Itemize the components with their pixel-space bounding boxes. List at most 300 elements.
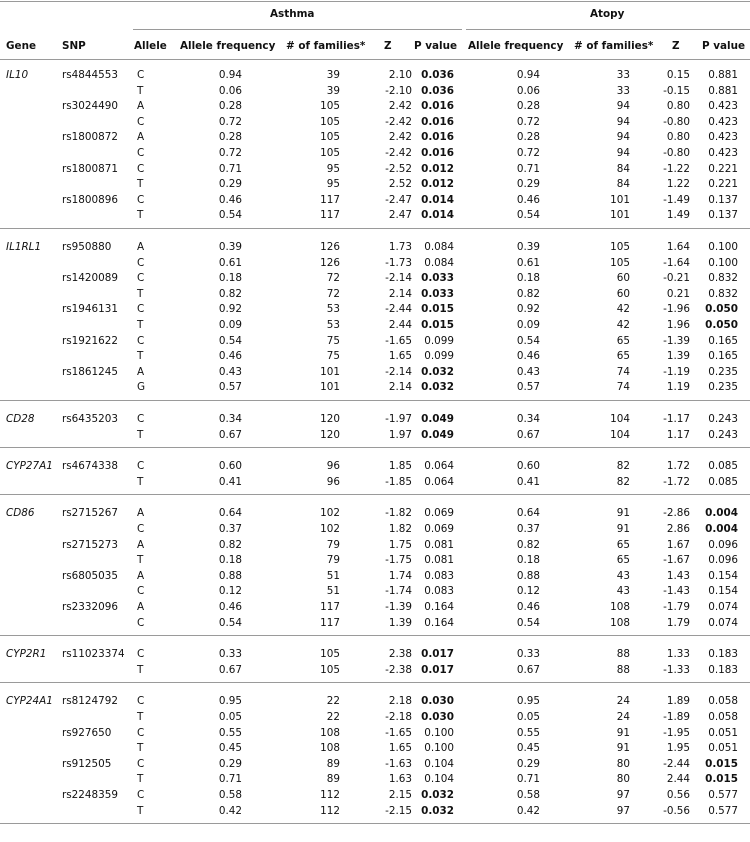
header-atopy-allele-frequency: Allele frequency <box>468 40 564 52</box>
atopy-families-cell: 42 <box>616 303 630 316</box>
atopy-p-value-cell: 0.183 <box>708 663 738 676</box>
atopy-allele-frequency-cell: 0.05 <box>516 711 540 723</box>
atopy-z-cell: 0.56 <box>666 789 690 801</box>
atopy-allele-frequency-cell: 0.29 <box>516 178 540 191</box>
allele-cell: T <box>137 209 144 222</box>
asthma-z-cell: -2.15 <box>385 804 412 817</box>
group-rule-atopy <box>466 29 750 30</box>
asthma-families-cell: 96 <box>326 475 340 488</box>
atopy-families-cell: 74 <box>616 365 630 378</box>
atopy-z-cell: -1.95 <box>663 726 690 739</box>
atopy-allele-frequency-cell: 0.88 <box>516 569 540 582</box>
asthma-allele-frequency-cell: 0.88 <box>218 569 242 582</box>
atopy-z-cell: -1.49 <box>663 193 690 206</box>
atopy-p-value-cell: 0.423 <box>708 147 738 159</box>
header-allele: Allele <box>134 40 167 52</box>
asthma-p-value-cell: 0.033 <box>421 287 454 300</box>
atopy-families-cell: 105 <box>610 241 630 253</box>
atopy-families-cell: 97 <box>616 789 630 801</box>
allele-cell: C <box>137 115 145 128</box>
asthma-families-cell: 105 <box>320 131 340 144</box>
snp-cell: rs1800872 <box>62 131 118 144</box>
asthma-allele-frequency-cell: 0.34 <box>218 413 242 425</box>
atopy-z-cell: -1.43 <box>663 585 690 598</box>
atopy-families-cell: 94 <box>616 147 630 159</box>
atopy-z-cell: 1.89 <box>666 695 690 708</box>
atopy-p-value-cell: 0.165 <box>708 334 738 347</box>
group-title-atopy: Atopy <box>590 8 625 20</box>
allele-cell: A <box>137 601 145 613</box>
atopy-allele-frequency-cell: 0.12 <box>516 585 540 598</box>
gene-cell: CD86 <box>6 507 35 520</box>
asthma-p-value-cell: 0.016 <box>421 115 454 128</box>
atopy-families-cell: 94 <box>616 100 630 113</box>
asthma-allele-frequency-cell: 0.45 <box>218 742 242 755</box>
asthma-allele-frequency-cell: 0.29 <box>218 757 242 770</box>
atopy-z-cell: -0.15 <box>663 84 690 97</box>
asthma-z-cell: -1.74 <box>385 585 412 598</box>
section-rule <box>0 682 750 683</box>
atopy-families-cell: 91 <box>616 507 630 520</box>
atopy-z-cell: -1.39 <box>663 334 690 347</box>
asthma-allele-frequency-cell: 0.46 <box>218 350 242 363</box>
asthma-families-cell: 105 <box>320 663 340 676</box>
atopy-z-cell: -1.33 <box>663 663 690 676</box>
asthma-p-value-cell: 0.083 <box>424 569 454 582</box>
allele-cell: C <box>137 695 145 708</box>
asthma-z-cell: -2.14 <box>385 365 412 378</box>
atopy-families-cell: 82 <box>616 460 630 473</box>
atopy-p-value-cell: 0.051 <box>708 742 738 755</box>
asthma-allele-frequency-cell: 0.39 <box>218 241 242 253</box>
atopy-p-value-cell: 0.423 <box>708 131 738 144</box>
atopy-allele-frequency-cell: 0.28 <box>516 131 540 144</box>
asthma-families-cell: 22 <box>326 711 340 723</box>
asthma-families-cell: 112 <box>320 804 340 817</box>
asthma-z-cell: -1.63 <box>385 757 412 770</box>
asthma-families-cell: 126 <box>320 241 340 253</box>
allele-cell: C <box>137 413 145 425</box>
asthma-allele-frequency-cell: 0.94 <box>218 69 242 81</box>
asthma-z-cell: -1.65 <box>385 334 412 347</box>
asthma-p-value-cell: 0.049 <box>421 413 454 425</box>
atopy-families-cell: 65 <box>616 554 630 567</box>
atopy-z-cell: -1.67 <box>663 554 690 567</box>
asthma-allele-frequency-cell: 0.64 <box>218 507 242 520</box>
atopy-families-cell: 24 <box>616 711 630 723</box>
asthma-p-value-cell: 0.083 <box>424 585 454 598</box>
header-asthma-z: Z <box>384 40 392 52</box>
asthma-p-value-cell: 0.017 <box>421 648 454 661</box>
asthma-allele-frequency-cell: 0.09 <box>218 319 242 331</box>
atopy-z-cell: 1.17 <box>666 428 690 441</box>
asthma-allele-frequency-cell: 0.54 <box>218 334 242 347</box>
asthma-allele-frequency-cell: 0.33 <box>218 648 242 661</box>
asthma-allele-frequency-cell: 0.28 <box>218 100 242 113</box>
atopy-z-cell: -1.89 <box>663 711 690 723</box>
asthma-p-value-cell: 0.164 <box>424 616 454 629</box>
asthma-families-cell: 117 <box>320 209 340 222</box>
atopy-p-value-cell: 0.235 <box>708 365 738 378</box>
atopy-p-value-cell: 0.183 <box>708 648 738 661</box>
asthma-allele-frequency-cell: 0.72 <box>218 115 242 128</box>
allele-cell: A <box>137 241 145 253</box>
atopy-families-cell: 43 <box>616 569 630 582</box>
asthma-p-value-cell: 0.012 <box>421 162 454 175</box>
asthma-allele-frequency-cell: 0.43 <box>218 365 242 378</box>
asthma-allele-frequency-cell: 0.82 <box>218 287 242 300</box>
asthma-p-value-cell: 0.081 <box>424 538 454 551</box>
allele-cell: T <box>137 773 144 786</box>
atopy-allele-frequency-cell: 0.55 <box>516 726 540 739</box>
asthma-families-cell: 22 <box>326 695 340 708</box>
atopy-z-cell: 1.67 <box>666 538 690 551</box>
atopy-families-cell: 104 <box>610 413 630 425</box>
asthma-p-value-cell: 0.164 <box>424 601 454 613</box>
asthma-p-value-cell: 0.016 <box>421 131 454 144</box>
atopy-p-value-cell: 0.050 <box>705 319 738 331</box>
asthma-z-cell: -1.39 <box>385 601 412 613</box>
atopy-z-cell: 1.72 <box>666 460 690 473</box>
allele-cell: C <box>137 334 145 347</box>
atopy-z-cell: 1.22 <box>666 178 690 191</box>
atopy-z-cell: -1.96 <box>663 303 690 316</box>
asthma-p-value-cell: 0.099 <box>424 334 454 347</box>
allele-cell: C <box>137 757 145 770</box>
atopy-allele-frequency-cell: 0.43 <box>516 365 540 378</box>
atopy-p-value-cell: 0.100 <box>708 256 738 269</box>
atopy-families-cell: 97 <box>616 804 630 817</box>
asthma-families-cell: 96 <box>326 460 340 473</box>
section-rule <box>0 494 750 495</box>
asthma-families-cell: 79 <box>326 538 340 551</box>
atopy-z-cell: -0.80 <box>663 147 690 159</box>
atopy-allele-frequency-cell: 0.82 <box>516 287 540 300</box>
atopy-z-cell: 1.19 <box>666 381 690 394</box>
allele-cell: T <box>137 350 144 363</box>
atopy-p-value-cell: 0.058 <box>708 711 738 723</box>
atopy-allele-frequency-cell: 0.34 <box>516 413 540 425</box>
atopy-allele-frequency-cell: 0.54 <box>516 209 540 222</box>
asthma-z-cell: -1.97 <box>385 413 412 425</box>
asthma-families-cell: 101 <box>320 365 340 378</box>
atopy-families-cell: 101 <box>610 209 630 222</box>
asthma-z-cell: 1.73 <box>388 241 412 253</box>
allele-cell: C <box>137 460 145 473</box>
atopy-z-cell: -1.17 <box>663 413 690 425</box>
asthma-p-value-cell: 0.104 <box>424 773 454 786</box>
allele-cell: C <box>137 303 145 316</box>
asthma-families-cell: 108 <box>320 726 340 739</box>
atopy-allele-frequency-cell: 0.61 <box>516 256 540 269</box>
asthma-z-cell: 1.74 <box>388 569 412 582</box>
atopy-families-cell: 94 <box>616 115 630 128</box>
snp-cell: rs6805035 <box>62 569 118 582</box>
atopy-families-cell: 101 <box>610 193 630 206</box>
allele-cell: A <box>137 507 145 520</box>
section-rule <box>0 447 750 448</box>
asthma-families-cell: 75 <box>326 350 340 363</box>
atopy-allele-frequency-cell: 0.18 <box>516 554 540 567</box>
atopy-families-cell: 65 <box>616 538 630 551</box>
asthma-allele-frequency-cell: 0.54 <box>218 209 242 222</box>
asthma-allele-frequency-cell: 0.71 <box>218 162 242 175</box>
top-rule <box>0 1 750 2</box>
asthma-allele-frequency-cell: 0.05 <box>218 711 242 723</box>
asthma-allele-frequency-cell: 0.54 <box>218 616 242 629</box>
snp-cell: rs1861245 <box>62 365 118 378</box>
asthma-allele-frequency-cell: 0.41 <box>218 475 242 488</box>
atopy-families-cell: 88 <box>616 663 630 676</box>
atopy-z-cell: -1.22 <box>663 162 690 175</box>
atopy-z-cell: -0.56 <box>663 804 690 817</box>
atopy-families-cell: 80 <box>616 773 630 786</box>
atopy-families-cell: 33 <box>616 69 630 81</box>
asthma-p-value-cell: 0.100 <box>424 726 454 739</box>
atopy-p-value-cell: 0.881 <box>708 69 738 81</box>
atopy-z-cell: 1.79 <box>666 616 690 629</box>
asthma-families-cell: 105 <box>320 147 340 159</box>
asthma-z-cell: 2.44 <box>388 319 412 331</box>
atopy-z-cell: -1.79 <box>663 601 690 613</box>
atopy-p-value-cell: 0.015 <box>705 773 738 786</box>
atopy-families-cell: 88 <box>616 648 630 661</box>
asthma-z-cell: -2.38 <box>385 663 412 676</box>
allele-cell: T <box>137 84 144 97</box>
gene-cell: IL1RL1 <box>6 241 42 253</box>
asthma-z-cell: 2.47 <box>388 209 412 222</box>
asthma-allele-frequency-cell: 0.61 <box>218 256 242 269</box>
snp-cell: rs912505 <box>62 757 112 770</box>
snp-cell: rs1921622 <box>62 334 118 347</box>
asthma-families-cell: 39 <box>326 69 340 81</box>
asthma-allele-frequency-cell: 0.92 <box>218 303 242 316</box>
asthma-families-cell: 120 <box>320 428 340 441</box>
section-rule <box>0 635 750 636</box>
asthma-z-cell: -1.75 <box>385 554 412 567</box>
snp-cell: rs8124792 <box>62 695 118 708</box>
snp-cell: rs2248359 <box>62 789 118 801</box>
allele-cell: T <box>137 178 144 191</box>
asthma-allele-frequency-cell: 0.12 <box>218 585 242 598</box>
atopy-p-value-cell: 0.165 <box>708 350 738 363</box>
atopy-families-cell: 91 <box>616 523 630 535</box>
allele-cell: C <box>137 523 145 535</box>
asthma-p-value-cell: 0.081 <box>424 554 454 567</box>
asthma-z-cell: 1.85 <box>388 460 412 473</box>
asthma-allele-frequency-cell: 0.46 <box>218 193 242 206</box>
atopy-families-cell: 24 <box>616 695 630 708</box>
asthma-families-cell: 89 <box>326 757 340 770</box>
asthma-p-value-cell: 0.049 <box>421 428 454 441</box>
atopy-allele-frequency-cell: 0.06 <box>516 84 540 97</box>
atopy-p-value-cell: 0.423 <box>708 100 738 113</box>
header-rule <box>0 59 750 60</box>
allele-cell: G <box>137 381 146 394</box>
atopy-allele-frequency-cell: 0.18 <box>516 272 540 285</box>
asthma-p-value-cell: 0.084 <box>424 241 454 253</box>
asthma-families-cell: 72 <box>326 272 340 285</box>
asthma-z-cell: 1.63 <box>388 773 412 786</box>
atopy-z-cell: -0.21 <box>663 272 690 285</box>
header-asthma-families: # of families* <box>286 40 366 52</box>
gene-cell: CYP24A1 <box>6 695 53 708</box>
atopy-families-cell: 74 <box>616 381 630 394</box>
atopy-p-value-cell: 0.221 <box>708 178 738 191</box>
asthma-p-value-cell: 0.016 <box>421 147 454 159</box>
asthma-families-cell: 53 <box>326 303 340 316</box>
asthma-p-value-cell: 0.012 <box>421 178 454 191</box>
atopy-families-cell: 108 <box>610 616 630 629</box>
atopy-allele-frequency-cell: 0.28 <box>516 100 540 113</box>
atopy-families-cell: 33 <box>616 84 630 97</box>
asthma-p-value-cell: 0.030 <box>421 695 454 708</box>
asthma-p-value-cell: 0.032 <box>421 381 454 394</box>
allele-cell: T <box>137 287 144 300</box>
atopy-allele-frequency-cell: 0.60 <box>516 460 540 473</box>
allele-cell: C <box>137 147 145 159</box>
atopy-allele-frequency-cell: 0.46 <box>516 350 540 363</box>
asthma-z-cell: 2.14 <box>388 381 412 394</box>
atopy-families-cell: 105 <box>610 256 630 269</box>
atopy-p-value-cell: 0.243 <box>708 428 738 441</box>
asthma-families-cell: 117 <box>320 616 340 629</box>
atopy-allele-frequency-cell: 0.71 <box>516 773 540 786</box>
atopy-p-value-cell: 0.051 <box>708 726 738 739</box>
asthma-allele-frequency-cell: 0.46 <box>218 601 242 613</box>
asthma-families-cell: 51 <box>326 569 340 582</box>
snp-cell: rs927650 <box>62 726 112 739</box>
atopy-p-value-cell: 0.137 <box>708 193 738 206</box>
atopy-p-value-cell: 0.004 <box>705 507 738 520</box>
snp-cell: rs1800871 <box>62 162 118 175</box>
atopy-families-cell: 104 <box>610 428 630 441</box>
asthma-allele-frequency-cell: 0.28 <box>218 131 242 144</box>
asthma-allele-frequency-cell: 0.18 <box>218 554 242 567</box>
asthma-allele-frequency-cell: 0.67 <box>218 663 242 676</box>
snp-cell: rs2715273 <box>62 538 118 551</box>
atopy-allele-frequency-cell: 0.29 <box>516 757 540 770</box>
asthma-p-value-cell: 0.036 <box>421 69 454 81</box>
gene-cell: CYP27A1 <box>6 460 53 473</box>
section-rule <box>0 228 750 229</box>
header-asthma-allele-frequency: Allele frequency <box>180 40 276 52</box>
asthma-allele-frequency-cell: 0.06 <box>218 84 242 97</box>
asthma-z-cell: 2.42 <box>388 100 412 113</box>
asthma-allele-frequency-cell: 0.58 <box>218 789 242 801</box>
atopy-allele-frequency-cell: 0.67 <box>516 428 540 441</box>
asthma-z-cell: -1.73 <box>385 256 412 269</box>
asthma-allele-frequency-cell: 0.72 <box>218 147 242 159</box>
atopy-allele-frequency-cell: 0.57 <box>516 381 540 394</box>
atopy-p-value-cell: 0.074 <box>708 616 738 629</box>
atopy-z-cell: 0.21 <box>666 287 690 300</box>
asthma-z-cell: -2.52 <box>385 162 412 175</box>
allele-cell: A <box>137 538 145 551</box>
asthma-z-cell: -1.82 <box>385 507 412 520</box>
snp-cell: rs3024490 <box>62 100 118 113</box>
allele-cell: C <box>137 726 145 739</box>
allele-cell: T <box>137 428 144 441</box>
atopy-p-value-cell: 0.243 <box>708 413 738 425</box>
atopy-z-cell: 0.80 <box>666 100 690 113</box>
gene-cell: CD28 <box>6 413 35 425</box>
asthma-p-value-cell: 0.036 <box>421 84 454 97</box>
asthma-p-value-cell: 0.017 <box>421 663 454 676</box>
atopy-p-value-cell: 0.085 <box>708 460 738 473</box>
asthma-families-cell: 105 <box>320 100 340 113</box>
snp-cell: rs11023374 <box>62 648 125 661</box>
allele-cell: T <box>137 319 144 331</box>
allele-cell: C <box>137 69 145 81</box>
atopy-p-value-cell: 0.154 <box>708 569 738 582</box>
asthma-families-cell: 79 <box>326 554 340 567</box>
snp-cell: rs1946131 <box>62 303 118 316</box>
asthma-z-cell: 2.52 <box>388 178 412 191</box>
asthma-z-cell: 1.97 <box>388 428 412 441</box>
asthma-families-cell: 117 <box>320 193 340 206</box>
allele-cell: T <box>137 554 144 567</box>
allele-cell: C <box>137 162 145 175</box>
group-title-asthma: Asthma <box>270 8 315 20</box>
allele-cell: T <box>137 804 144 817</box>
atopy-p-value-cell: 0.832 <box>708 287 738 300</box>
asthma-families-cell: 51 <box>326 585 340 598</box>
atopy-p-value-cell: 0.881 <box>708 84 738 97</box>
snp-cell: rs1800896 <box>62 193 118 206</box>
allele-cell: A <box>137 569 145 582</box>
asthma-p-value-cell: 0.099 <box>424 350 454 363</box>
allele-cell: A <box>137 131 145 144</box>
asthma-p-value-cell: 0.064 <box>424 460 454 473</box>
atopy-p-value-cell: 0.015 <box>705 757 738 770</box>
asthma-p-value-cell: 0.030 <box>421 711 454 723</box>
asthma-p-value-cell: 0.032 <box>421 804 454 817</box>
atopy-z-cell: -2.86 <box>663 507 690 520</box>
asthma-z-cell: 1.39 <box>388 616 412 629</box>
snp-cell: rs4844553 <box>62 69 118 81</box>
atopy-p-value-cell: 0.577 <box>708 789 738 801</box>
atopy-families-cell: 94 <box>616 131 630 144</box>
allele-cell: T <box>137 663 144 676</box>
section-rule <box>0 823 750 824</box>
asthma-allele-frequency-cell: 0.67 <box>218 428 242 441</box>
atopy-z-cell: -0.80 <box>663 115 690 128</box>
header-snp: SNP <box>62 40 86 52</box>
atopy-z-cell: 1.96 <box>666 319 690 331</box>
asthma-p-value-cell: 0.016 <box>421 100 454 113</box>
atopy-allele-frequency-cell: 0.54 <box>516 616 540 629</box>
atopy-z-cell: -1.64 <box>663 256 690 269</box>
asthma-families-cell: 75 <box>326 334 340 347</box>
asthma-z-cell: -2.18 <box>385 711 412 723</box>
asthma-allele-frequency-cell: 0.60 <box>218 460 242 473</box>
atopy-p-value-cell: 0.423 <box>708 115 738 128</box>
asthma-p-value-cell: 0.014 <box>421 193 454 206</box>
asthma-z-cell: 1.65 <box>388 742 412 755</box>
asthma-p-value-cell: 0.100 <box>424 742 454 755</box>
asthma-allele-frequency-cell: 0.82 <box>218 538 242 551</box>
header-atopy-families: # of families* <box>574 40 654 52</box>
asthma-p-value-cell: 0.084 <box>424 256 454 269</box>
asthma-allele-frequency-cell: 0.71 <box>218 773 242 786</box>
asthma-p-value-cell: 0.033 <box>421 272 454 285</box>
asthma-families-cell: 95 <box>326 162 340 175</box>
atopy-p-value-cell: 0.004 <box>705 523 738 535</box>
atopy-families-cell: 80 <box>616 757 630 770</box>
asthma-z-cell: 2.42 <box>388 131 412 144</box>
atopy-p-value-cell: 0.235 <box>708 381 738 394</box>
